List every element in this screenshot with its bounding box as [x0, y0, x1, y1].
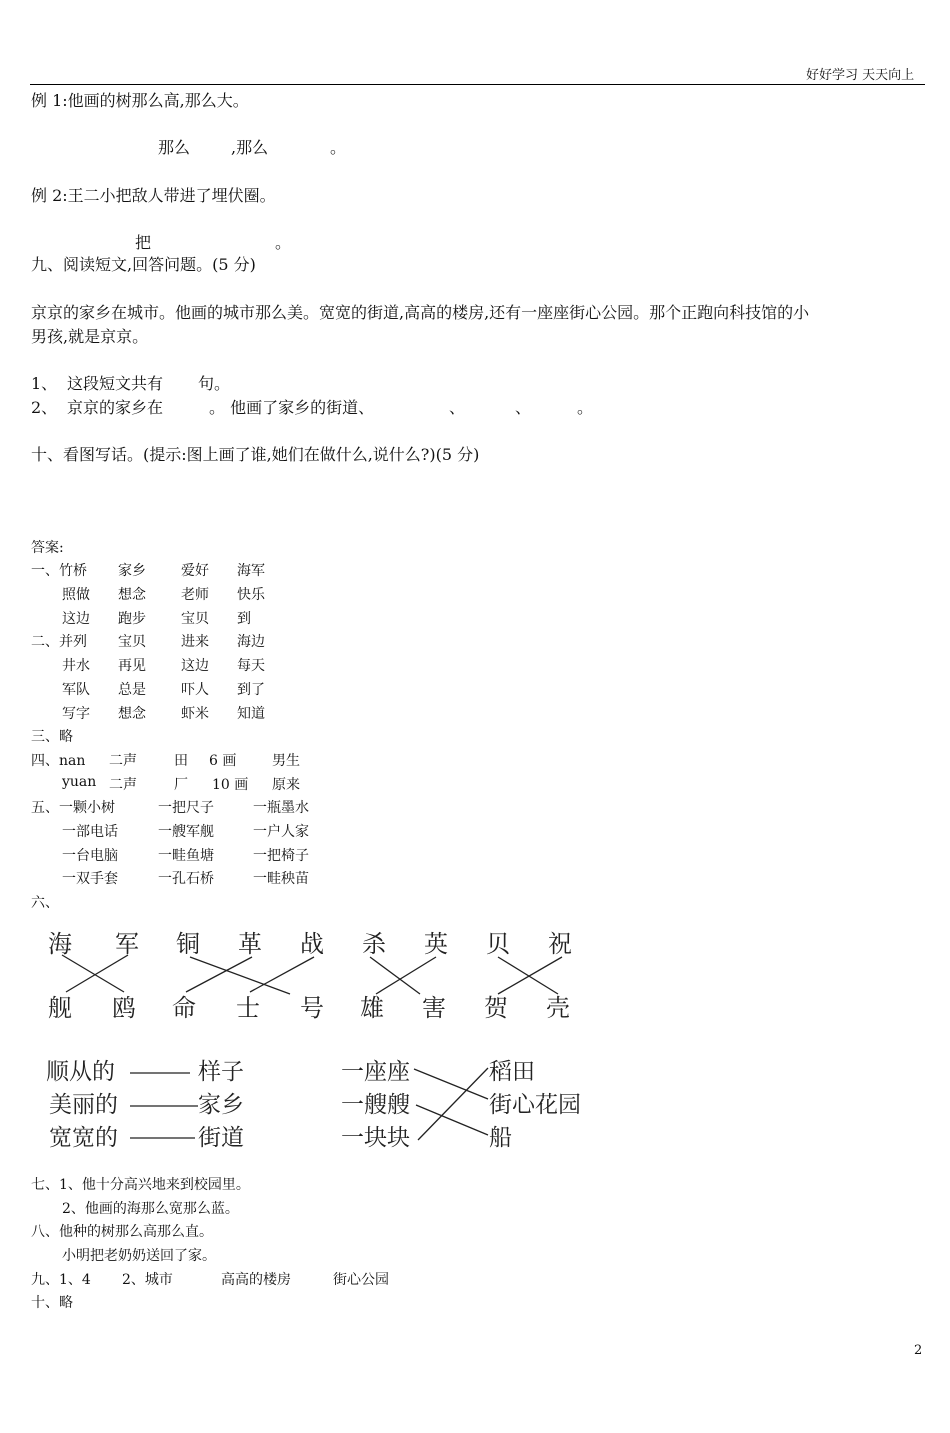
ans2-r0-c3: 海边 — [237, 634, 265, 650]
match-bottom-0: 舰 — [48, 994, 72, 1022]
ans7-a: 七、1、他十分高兴地来到校园里。 — [31, 1177, 250, 1193]
ans5-r1-c0: 一部电话 — [62, 824, 118, 840]
ans2-r2-c2: 吓人 — [181, 682, 209, 698]
match-top-6: 英 — [424, 930, 448, 958]
ans4-r0-c4: 男生 — [272, 753, 300, 769]
example-2-blank-a: 把 — [135, 233, 152, 252]
match-line-2 — [66, 955, 128, 992]
noun-0: 稻田 — [489, 1059, 535, 1085]
match-top-1: 军 — [115, 930, 139, 958]
match-bottom-5: 雄 — [360, 994, 384, 1022]
question-2-text: 京京的家乡在 — [67, 398, 164, 417]
question-1-number: 1、 — [31, 374, 58, 393]
ans2-r1-c3: 每天 — [237, 658, 265, 674]
ans2-r0-c0: 二、并列 — [31, 634, 87, 650]
ans5-r2-c0: 一台电脑 — [62, 848, 118, 864]
match-bottom-8: 壳 — [546, 994, 570, 1022]
ans4-r1-c3: 10 画 — [212, 777, 249, 793]
ans2-r2-c3: 到了 — [237, 682, 265, 698]
ans2-r0-c2: 进来 — [181, 634, 209, 650]
ans2-r1-c0: 井水 — [62, 658, 90, 674]
match-top-3: 革 — [238, 930, 262, 958]
match-bottom-3: 士 — [236, 994, 260, 1022]
passage-line-2: 男孩,就是京京。 — [31, 327, 149, 346]
ans1-r1-c0: 照做 — [62, 587, 90, 603]
example-1-blank-a: 那么 — [158, 138, 191, 157]
match-bottom-4: 号 — [300, 994, 324, 1022]
ans4-r0-c3: 6 画 — [209, 753, 237, 769]
match-top-8: 祝 — [548, 930, 572, 958]
ans4-r1-c2: 厂 — [174, 777, 188, 793]
ans4-r0-c2: 田 — [174, 753, 188, 769]
match-line-1 — [62, 955, 124, 992]
phrase-left-0: 顺从的 — [46, 1059, 115, 1085]
ans2-r3-c0: 写字 — [62, 706, 90, 722]
ans5-r3-c0: 一双手套 — [62, 871, 118, 887]
match-bottom-6: 害 — [422, 994, 446, 1022]
ans5-r2-c2: 一把椅子 — [253, 848, 309, 864]
ans9-c0: 九、1、4 — [31, 1272, 91, 1288]
ans9-c3: 街心公园 — [333, 1272, 389, 1288]
example-2-end: 。 — [275, 233, 292, 252]
page-number: 2 — [914, 1343, 923, 1358]
ans2-r3-c1: 想念 — [118, 706, 146, 722]
match-top-0: 海 — [48, 930, 72, 958]
answers-title: 答案: — [31, 540, 64, 556]
example-1: 例 1:他画的树那么高,那么大。 — [31, 91, 249, 110]
measure-word-1: 一艘艘 — [341, 1092, 410, 1118]
example-1-end: 。 — [330, 138, 347, 157]
ans1-r0-c1: 家乡 — [118, 563, 146, 579]
ans4-r1-c1: 二声 — [109, 777, 137, 793]
match-line-5 — [250, 957, 314, 992]
ans1-r1-c2: 老师 — [181, 587, 209, 603]
example-1-blank-b: ,那么 — [231, 138, 269, 157]
question-2-end: 。 — [577, 398, 594, 417]
ans5-r0-c1: 一把尺子 — [158, 800, 214, 816]
question-2-sep-2: 、 — [515, 398, 532, 417]
match-bottom-1: 鸥 — [112, 994, 136, 1022]
ans4-r1-c0: yuan — [62, 774, 97, 790]
ans2-r2-c1: 总是 — [118, 682, 146, 698]
section-9-title: 九、阅读短文,回答问题。(5 分) — [31, 255, 256, 274]
measure-word-0: 一座座 — [341, 1059, 410, 1085]
ans5-r2-c1: 一畦鱼塘 — [158, 848, 214, 864]
ans4-r0-c1: 二声 — [109, 753, 137, 769]
phrase-left-2: 宽宽的 — [49, 1125, 118, 1151]
ans5-r3-c1: 一孔石桥 — [158, 871, 214, 887]
ans2-r3-c3: 知道 — [237, 706, 265, 722]
ans10: 十、略 — [31, 1295, 73, 1311]
noun-1: 街心花园 — [489, 1092, 581, 1118]
ans7-b: 2、他画的海那么宽那么蓝。 — [62, 1201, 239, 1217]
match-top-7: 贝 — [486, 930, 510, 958]
match-line-7 — [376, 957, 436, 994]
question-2-number: 2、 — [31, 398, 58, 417]
ans2-r1-c2: 这边 — [181, 658, 209, 674]
ans5-r1-c2: 一户人家 — [253, 824, 309, 840]
ans2-r3-c2: 虾米 — [181, 706, 209, 722]
ans5-r3-c2: 一畦秧苗 — [253, 871, 309, 887]
match-bottom-2: 命 — [172, 994, 196, 1022]
example-2: 例 2:王二小把敌人带进了埋伏圈。 — [31, 186, 276, 205]
phrase-match-line-1 — [414, 1069, 488, 1099]
question-2-mid: 。 他画了家乡的街道、 — [209, 398, 375, 417]
ans4-r1-c4: 原来 — [272, 777, 300, 793]
ans1-r0-c0: 一、竹桥 — [31, 563, 87, 579]
phrase-match-line-3 — [418, 1068, 488, 1140]
ans8-b: 小明把老奶奶送回了家。 — [62, 1248, 216, 1264]
phrase-right-0: 样子 — [198, 1059, 244, 1085]
question-1-end: 句。 — [198, 374, 231, 393]
match-line-3 — [190, 957, 290, 994]
ans1-r1-c3: 快乐 — [237, 587, 265, 603]
ans1-r2-c2: 宝贝 — [181, 611, 209, 627]
ans1-r2-c1: 跑步 — [118, 611, 146, 627]
match-top-2: 铜 — [176, 930, 200, 958]
ans5-r0-c0: 五、一颗小树 — [31, 800, 115, 816]
match-top-4: 战 — [300, 930, 324, 958]
match-line-6 — [370, 957, 420, 994]
ans6-label: 六、 — [31, 895, 59, 911]
match-bottom-7: 贺 — [484, 994, 508, 1022]
ans2-r0-c1: 宝贝 — [118, 634, 146, 650]
measure-word-2: 一块块 — [341, 1125, 410, 1151]
header-motto: 好好学习 天天向上 — [806, 68, 915, 83]
ans3: 三、略 — [31, 729, 73, 745]
phrase-right-1: 家乡 — [198, 1092, 244, 1118]
match-line-4 — [186, 957, 252, 992]
ans1-r1-c1: 想念 — [118, 587, 146, 603]
ans9-c2: 高高的楼房 — [221, 1272, 291, 1288]
passage-line-1: 京京的家乡在城市。他画的城市那么美。宽宽的街道,高高的楼房,还有一座座街心公园。那个正跑向科技馆的小 — [31, 303, 810, 322]
section-10-title: 十、看图写话。(提示:图上画了谁,她们在做什么,说什么?)(5 分) — [31, 445, 480, 464]
ans1-r2-c0: 这边 — [62, 611, 90, 627]
ans8-a: 八、他种的树那么高那么直。 — [31, 1224, 213, 1240]
ans2-r2-c0: 军队 — [62, 682, 90, 698]
ans5-r1-c1: 一艘军舰 — [158, 824, 214, 840]
question-2-sep-1: 、 — [449, 398, 466, 417]
ans5-r0-c2: 一瓶墨水 — [253, 800, 309, 816]
ans9-c1: 2、城市 — [122, 1272, 173, 1288]
phrase-left-1: 美丽的 — [49, 1092, 118, 1118]
ans1-r0-c3: 海军 — [237, 563, 265, 579]
phrase-right-2: 街道 — [198, 1125, 244, 1151]
match-top-5: 杀 — [362, 930, 386, 958]
ans1-r2-c3: 到 — [237, 611, 251, 627]
noun-2: 船 — [489, 1125, 512, 1151]
ans2-r1-c1: 再见 — [118, 658, 146, 674]
ans1-r0-c2: 爱好 — [181, 563, 209, 579]
question-1-text: 这段短文共有 — [67, 374, 164, 393]
ans4-r0-c0: 四、nan — [31, 753, 86, 769]
